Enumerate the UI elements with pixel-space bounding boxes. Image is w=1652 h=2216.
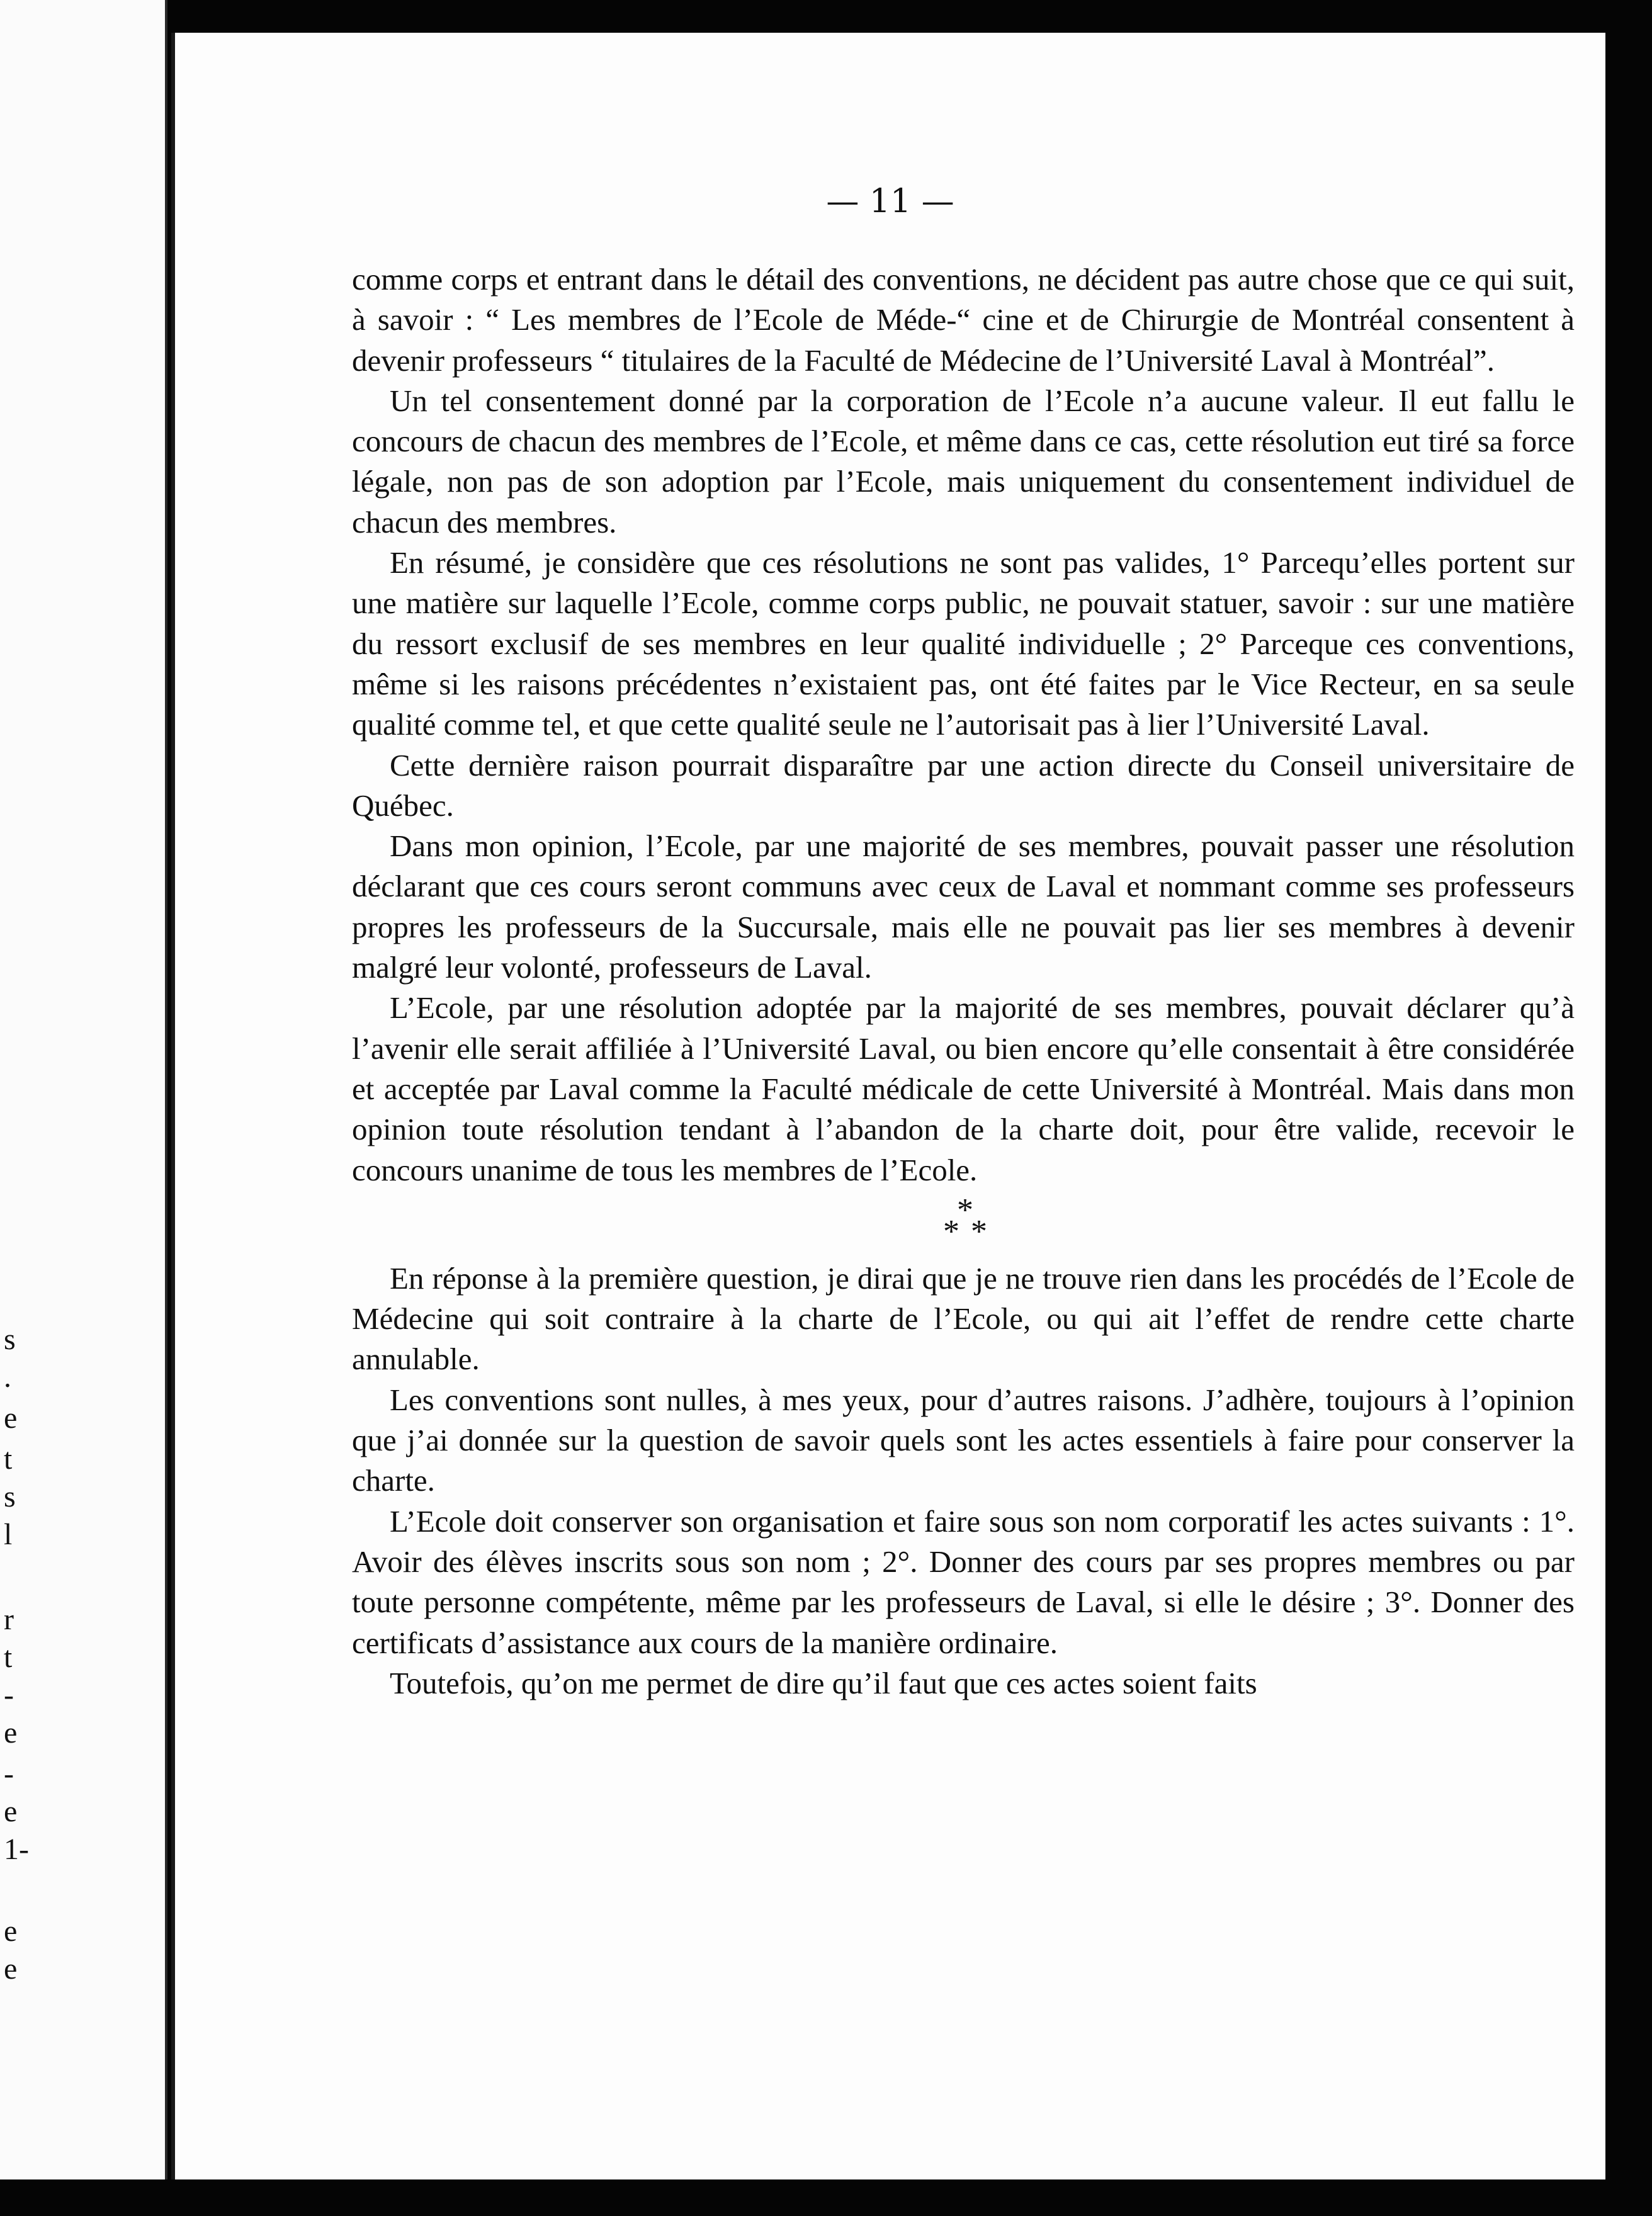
margin-letter: s [4,1480,16,1513]
page [171,33,1605,2179]
paragraph: Toutefois, qu’on me permet de dire qu’il faut que ces actes soient faits [390,1665,1257,1700]
paragraph: Cette dernière raison pourrait disparaître par une action directe du Conseil universitaire de Québec. [352,747,1575,823]
paragraph: L’Ecole, par une résolution adoptée par la majorité de ses membres, pouvait déclarer qu’à l’avenir elle serait affiliée à l’Université Laval, ou bien encore qu’elle consentait à être considérée et acceptée par Laval comme la Faculté médicale de cette Université à Montréal. Mais dans mon opinion toute résolution tendant à l’abandon de la charte doit, pour être valide, recevoir le concours unanime de tous les membres de l’Ecole. [352,990,1575,1187]
paragraph: comme corps et entrant dans le détail des conventions, ne décident pas autre chose que ce qui suit, à savoir : “ Les membres de l’Ecole de Méde-“ cine et de Chirurgie de Montréal consentent à devenir professeurs “ titulaires de la Faculté de Médecine de l’Université Laval à Montréal”. [352,262,1575,378]
margin-letter: e [4,1914,18,1948]
paragraph: Un tel consentement donné par la corporation de l’Ecole n’a aucune valeur. Il eut fallu le concours de chacun des membres de l’Ecole, et même dans ce cas, cette résolution eut tiré sa force légale, non pas de son adoption par l’Ecole, mais uniquement du consentement individuel de chacun des membres. [352,383,1575,540]
asterisk: * [971,1213,987,1250]
margin-letter: r [4,1603,14,1636]
asterisk: * [943,1213,959,1250]
paragraph: En résumé, je considère que ces résolutions ne sont pas valides, 1° Parcequ’elles portent sur une matière sur laquelle l’Ecole, comme corps public, ne pouvait statuer, savoir : sur une matière du ressort exclusif de ses membres en leur qualité individuelle ; 2° Parceque ces conventions, même si les raisons précédentes n’existaient pas, ont été faites par le Vice Recteur, en sa seule qualité comme tel, et que cette qualité seule ne l’autorisait pas à lier l’Université Laval. [352,545,1575,742]
margin-letter: e [4,1952,18,1986]
margin-letter: e [4,1795,18,1828]
scan-border-bottom [0,2179,1652,2216]
left-margin-letters [0,0,29,2197]
asterism-separator [925,1190,1001,1258]
margin-letter: e [4,1401,18,1435]
paragraph: En réponse à la première question, je dirai que je ne trouve rien dans les procédés de l’Ecole de Médecine qui soit contraire à la charte de l’Ecole, ou qui ait l’effet de rendre cette charte annulable. [352,1260,1575,1377]
paragraph: Les conventions sont nulles, à mes yeux, pour d’autres raisons. J’adhère, toujours à l’opinion que j’ai donnée sur la question de savoir quels sont les actes essentiels à faire pour conserver la charte. [352,1382,1575,1498]
paragraph: L’Ecole doit conserver son organisation et faire sous son nom corporatif les actes suivants : 1°. Avoir des élèves inscrits sous son nom ; 2°. Donner des cours par ses propres membres ou par toute personne compétente, même par les professeurs de Laval, si elle le désire ; 3°. Donner des certificats d’assistance aux cours de la manière ordinaire. [352,1503,1575,1660]
margin-letter: - [4,1757,14,1790]
margin-letter: 1- [4,1833,29,1866]
margin-letter: . [4,1360,11,1394]
margin-letter: l [4,1518,13,1551]
margin-letter: t [4,1641,13,1674]
left-page-edge [0,0,167,2197]
paragraph: Dans mon opinion, l’Ecole, par une majorité de ses membres, pouvait passer une résolution déclarant que ces cours seront communs avec ceux de Laval et nommant comme ses professeurs propres les professeurs de la Succursale, mais elle ne pouvait pas lier ses membres à devenir malgré leur volonté, professeurs de Laval. [352,828,1575,985]
page-number: — 11 — [826,183,954,220]
body-text [352,259,1575,1704]
margin-letter: - [4,1678,14,1712]
asterisk: * [957,1192,973,1228]
margin-letter: e [4,1716,18,1750]
margin-letter: s [4,1323,16,1356]
margin-letter: t [4,1442,13,1476]
